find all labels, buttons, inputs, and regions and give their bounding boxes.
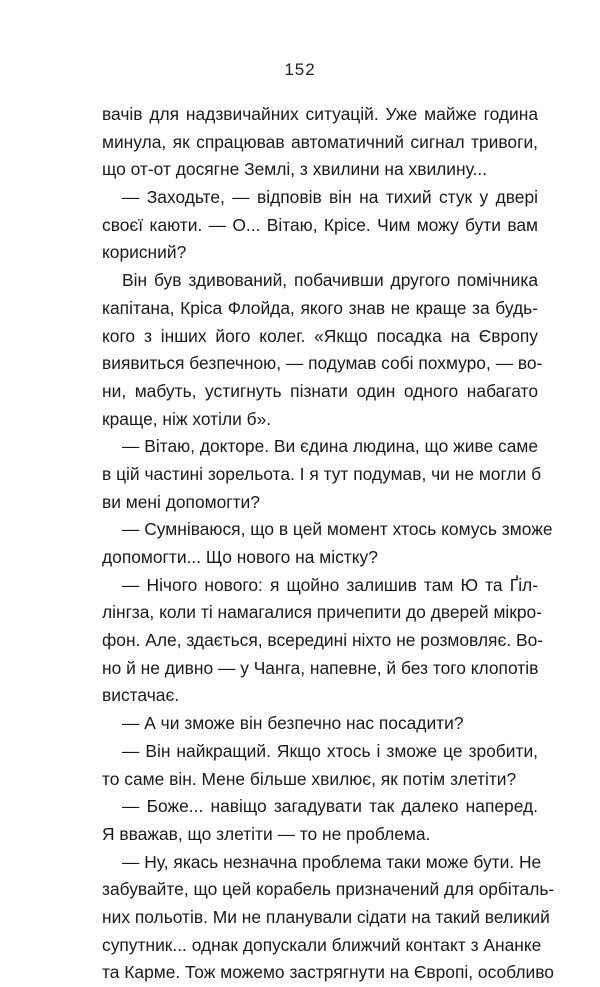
text-line: фон. Але, здається, всередині ніхто не розмовляє. Во-	[102, 630, 544, 651]
text-line: в цій частині зорельота. І я тут подумав, чи не могли б	[102, 463, 542, 484]
text-line: виявиться безпечною, — подумав собі похмуро, — во-	[102, 353, 543, 374]
text-line: — Сумніваюся, що в цей момент хтось комусь зможе	[122, 519, 553, 540]
text-line: — Нічого нового: я щойно залишив там Ю та Ґіл-	[122, 574, 538, 595]
body-text	[102, 101, 555, 987]
text-line: лінгза, коли ті намагалися причепити до дверей мікро-	[102, 602, 543, 623]
text-line: — Боже... навіщо загадувати так далеко наперед.	[122, 796, 538, 817]
text-line: — Вітаю, докторе. Ви єдина людина, що живе саме	[122, 436, 539, 457]
text-line: супутник... однак допускали ближчий контакт з Ананке	[102, 934, 542, 955]
text-line: — Заходьте, — відповів він на тихий стук у двері	[122, 187, 538, 208]
text-line: капітана, Кріса Флойда, якого знав не краще за будь-	[102, 297, 538, 318]
text-line: — А чи зможе він безпечно нас посадити?	[122, 713, 464, 734]
text-line: кого з інших його колег. «Якщо посадка на Європу	[102, 325, 538, 346]
text-line: Він був здивований, побачивши другого помічника	[122, 270, 538, 291]
text-line: корисний?	[102, 242, 187, 263]
text-line: вачів для надзвичайних ситуацій. Уже майже година	[102, 104, 538, 124]
text-line: забувайте, що цей корабель призначений для орбіталь-	[102, 879, 555, 900]
text-line: минула, як спрацював автоматичний сигнал тривоги,	[102, 131, 538, 152]
text-line: то саме він. Мене більше хвилює, як потім злетіти?	[102, 768, 517, 789]
text-line: ви мені допомогти?	[102, 491, 260, 512]
text-line: Я вважав, що злетіти — то не проблема.	[102, 823, 431, 844]
page-number: 152	[284, 60, 316, 79]
text-line: краще, ніж хотіли б».	[102, 408, 272, 429]
text-line: вистачає.	[102, 685, 180, 706]
text-line: своєї каюти. — О... Вітаю, Крісе. Чим можу бути вам	[102, 214, 538, 235]
text-line: них польотів. Ми не планували сідати на такий великий	[102, 906, 550, 927]
text-line: но й не дивно — у Чанга, напевне, й без того клопотів	[102, 657, 539, 678]
text-line: та Карме. Тож можемо застрягнути на Європі, особливо	[102, 962, 554, 983]
text-line: що от-от досягне Землі, з хвилини на хвилину...	[102, 159, 488, 180]
text-line: допомогти... Що нового на містку?	[102, 547, 378, 567]
text-line: — Ну, якась незначна проблема таки може бути. Не	[122, 851, 542, 872]
text-line: — Він найкращий. Якщо хтось і зможе це зробити,	[122, 740, 538, 761]
text-line: ни, мабуть, устигнуть пізнати один одного набагато	[102, 380, 538, 401]
